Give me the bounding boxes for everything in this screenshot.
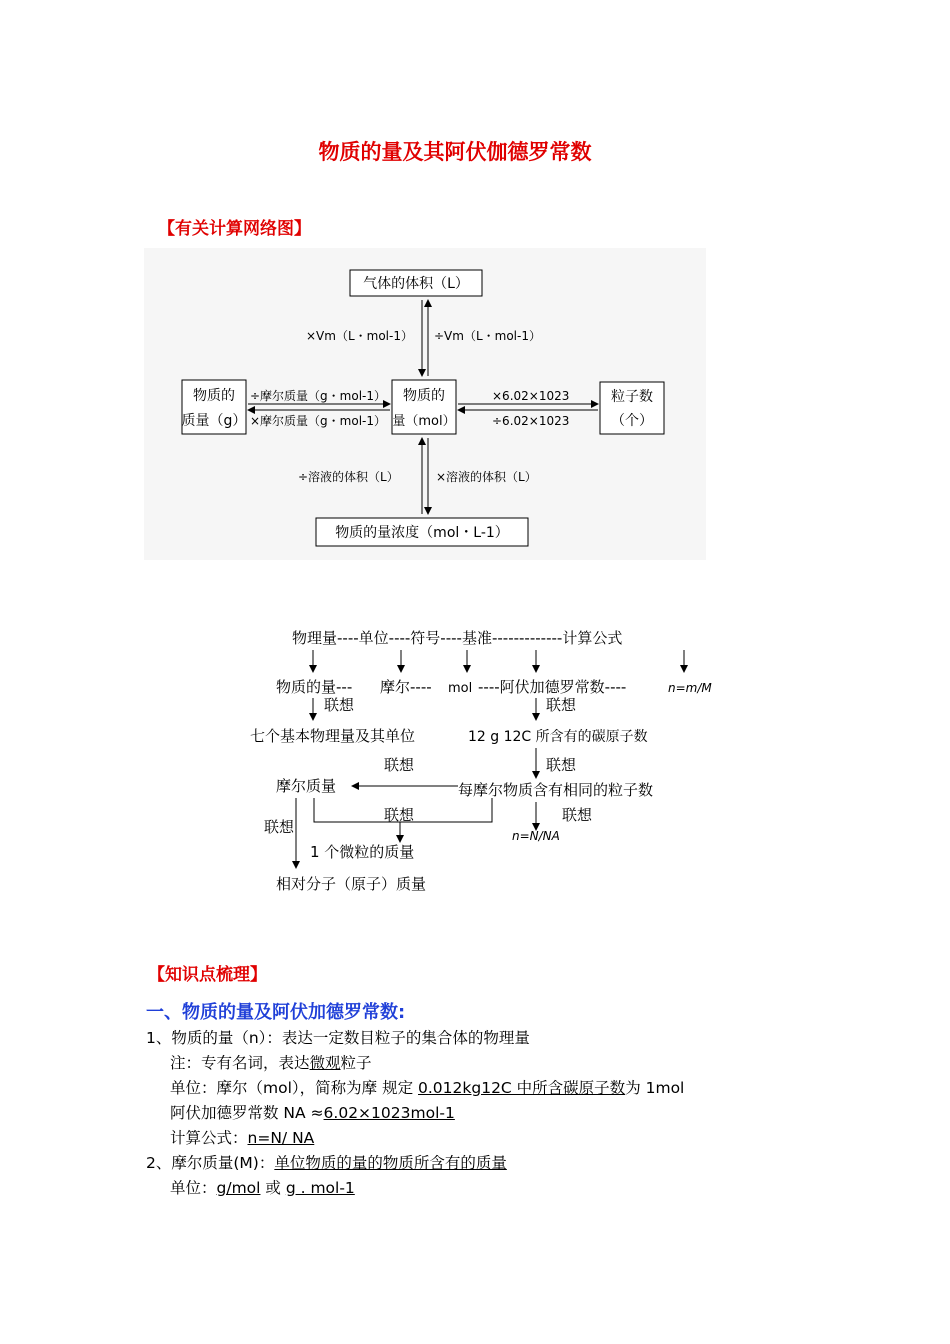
label-div-molar-mass: ÷摩尔质量（g・mol-1） <box>250 389 387 403</box>
label-div-vm: ÷Vm（L・mol-1） <box>434 329 541 343</box>
assoc-label: 联想 <box>324 696 355 714</box>
particle-mass: 1 个微粒的质量 <box>310 843 415 861</box>
box-gas-volume-label: 气体的体积（L） <box>363 276 469 292</box>
note-micro: 微观 <box>309 1054 341 1072</box>
label-times-molar-mass: ×摩尔质量（g・mol-1） <box>250 414 387 428</box>
carbon-12-atoms: 12 g 12C 所含有的碳原子数 <box>468 729 648 745</box>
note-end: 粒子 <box>340 1054 372 1072</box>
box-mass-line1: 物质的 <box>193 388 235 404</box>
page-title: 物质的量及其阿伏伽德罗常数 <box>318 140 592 164</box>
concept-association-diagram <box>240 620 740 900</box>
item-avogadro <box>170 1101 455 1123</box>
molar-mass-text: 2、摩尔质量(M)： <box>146 1154 275 1172</box>
avogadro-value: 6.02×1023mol-1 <box>323 1104 455 1122</box>
item1-text: 1、物质的量（n）：表达一定数目粒子的集合体的物理量 <box>146 1029 530 1047</box>
note-text: 注：专有名词，表达 <box>170 1054 310 1072</box>
seven-base-quantities: 七个基本物理量及其单位 <box>250 727 416 745</box>
box-mass-line2: 质量（g） <box>181 413 247 429</box>
label-div-volume: ÷溶液的体积（L） <box>298 470 399 484</box>
unit-end: 为 1mol <box>625 1079 685 1097</box>
mm-unit-text: 单位： <box>170 1179 217 1197</box>
formula-text: 计算公式： <box>170 1129 248 1147</box>
item-formula <box>170 1126 314 1148</box>
item-unit-mol <box>170 1076 684 1098</box>
per-mole-particles: 每摩尔物质含有相同的粒子数 <box>458 781 654 799</box>
label-times-vm: ×Vm（L・mol-1） <box>306 329 413 343</box>
assoc-label: 联想 <box>546 696 577 714</box>
mol-symbol: mol <box>448 681 473 696</box>
assoc-label: 联想 <box>384 756 415 774</box>
molar-mass: 摩尔质量 <box>276 777 337 795</box>
formula-n-m-m: n=m/M <box>668 681 712 695</box>
molar-mass-definition: 单位物质的量的物质所含有的质量 <box>274 1154 507 1172</box>
assoc-label: 联想 <box>384 806 415 824</box>
box-amount-line2: 量（mol） <box>392 414 456 429</box>
mm-unit-1: g/mol <box>216 1179 261 1197</box>
assoc-label: 联想 <box>264 818 295 836</box>
heading-amount-avogadro: 一、物质的量及阿伏加德罗常数: <box>146 1002 406 1023</box>
avogadro-text: 阿伏加德罗常数 NA ≈ <box>170 1104 324 1122</box>
header-row: 物理量----单位----符号----基准-------------计算公式 <box>292 629 623 647</box>
item-molar-mass <box>146 1151 507 1173</box>
avogadro-constant: ----阿伏加德罗常数---- <box>478 678 627 696</box>
mm-unit-or: 或 <box>260 1179 286 1197</box>
mm-unit-2: g . mol-1 <box>285 1179 355 1197</box>
label-div-na: ÷6.02×1023 <box>492 414 570 428</box>
item-note <box>170 1051 372 1073</box>
mole: 摩尔---- <box>380 678 432 696</box>
calculation-network-diagram <box>144 248 706 560</box>
assoc-label: 联想 <box>546 756 577 774</box>
assoc-label: 联想 <box>562 806 593 824</box>
formula-n-n-na: n=N/NA <box>512 829 560 843</box>
item-molar-mass-unit <box>170 1176 355 1198</box>
box-concentration-label: 物质的量浓度（mol・L-1） <box>335 525 509 541</box>
box-particles-line2: （个） <box>611 413 653 429</box>
box-particles-line1: 粒子数 <box>611 389 653 405</box>
amount-of-substance: 物质的量--- <box>276 678 353 696</box>
label-times-na: ×6.02×1023 <box>492 389 570 403</box>
label-times-volume: ×溶液的体积（L） <box>436 470 537 484</box>
item-amount-of-substance <box>146 1026 530 1048</box>
relative-molecular-mass: 相对分子（原子）质量 <box>276 875 427 893</box>
unit-text: 单位：摩尔（mol），简称为摩 规定 <box>170 1079 414 1097</box>
unit-definition: 0.012kg12C 中所含碳原子数 <box>418 1079 626 1097</box>
section-knowledge-points: 【知识点梳理】 <box>148 965 267 985</box>
box-amount-line1: 物质的 <box>403 388 445 404</box>
formula-value: n=N/ NA <box>247 1129 315 1147</box>
section-network-diagram: 【有关计算网络图】 <box>158 219 311 239</box>
